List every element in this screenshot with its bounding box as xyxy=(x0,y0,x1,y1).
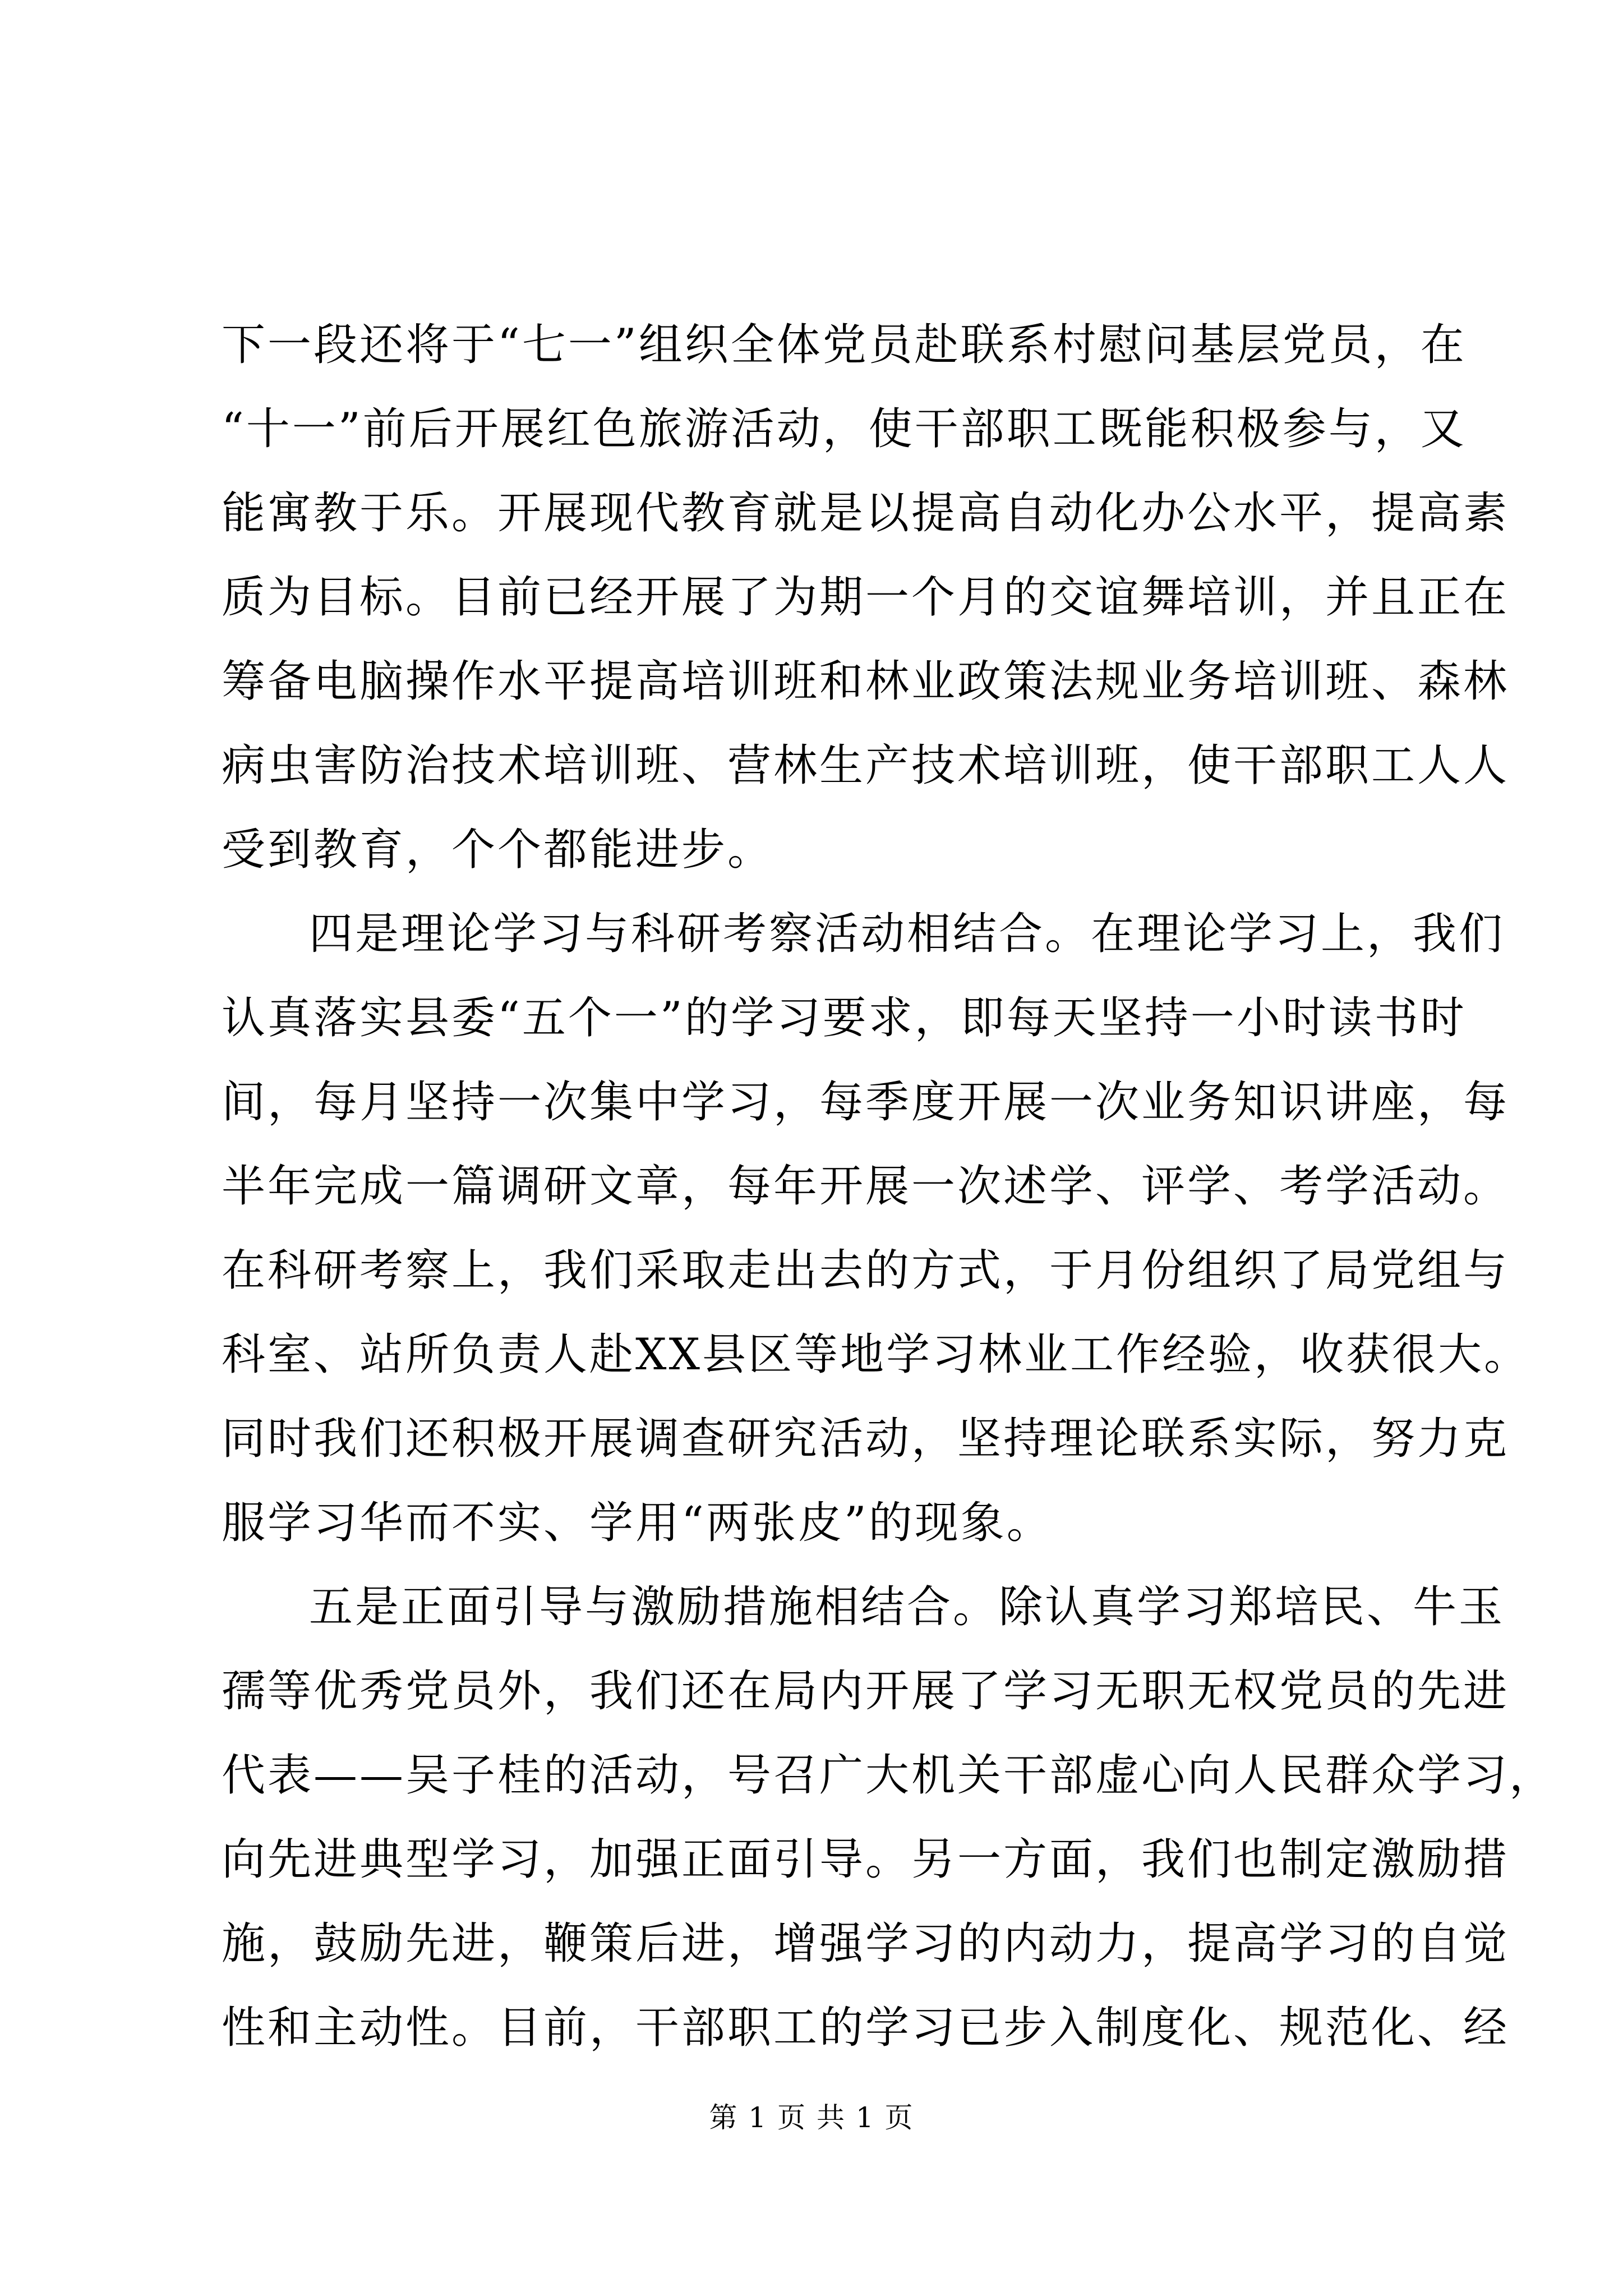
text-line: 科室、站所负责人赴XX县区等地学习林业工作经验，收获很大。 xyxy=(222,1329,1530,1380)
text-line: 向先进典型学习，加强正面引导。另一方面，我们也制定激励措 xyxy=(222,1834,1510,1885)
text-line: 认真落实县委“五个一”的学习要求，即每天坚持一小时读书时 xyxy=(222,993,1467,1043)
text-line: 质为目标。目前已经开展了为期一个月的交谊舞培训，并且正在 xyxy=(222,572,1510,623)
text-line: “十一”前后开展红色旅游活动，使干部职工既能积极参与，又 xyxy=(222,404,1467,454)
document-body xyxy=(222,303,1556,2070)
page-footer: 第 1 页 共 1 页 xyxy=(709,2101,914,2134)
paragraph-1 xyxy=(222,303,1510,892)
paragraph-2 xyxy=(222,892,1530,1565)
text-line: 下一段还将于“七一”组织全体党员赴联系村慰问基层党员，在 xyxy=(222,320,1467,370)
text-line: 服学习华而不实、学用“两张皮”的现象。 xyxy=(222,1498,1053,1548)
text-line: 性和主动性。目前，干部职工的学习已步入制度化、规范化、经 xyxy=(222,2003,1510,2053)
text-line: 四是理论学习与科研考察活动相结合。在理论学习上，我们 xyxy=(309,909,1505,959)
paragraph-3 xyxy=(222,1565,1556,2070)
text-line: 病虫害防治技术培训班、营林生产技术培训班，使干部职工人人 xyxy=(222,740,1510,791)
text-line: 孺等优秀党员外，我们还在局内开展了学习无职无权党员的先进 xyxy=(222,1666,1510,1717)
text-line: 代表——吴子桂的活动，号召广大机关干部虚心向人民群众学习， xyxy=(222,1750,1556,1801)
text-line: 在科研考察上，我们采取走出去的方式，于月份组织了局党组与 xyxy=(222,1245,1510,1296)
text-line: 施，鼓励先进，鞭策后进，增强学习的内动力，提高学习的自觉 xyxy=(222,1918,1510,1969)
text-line: 受到教育，个个都能进步。 xyxy=(222,825,774,875)
text-line: 间，每月坚持一次集中学习，每季度开展一次业务知识讲座，每 xyxy=(222,1077,1510,1128)
text-line: 能寓教于乐。开展现代教育就是以提高自动化办公水平，提高素 xyxy=(222,488,1510,539)
text-line: 同时我们还积极开展调查研究活动，坚持理论联系实际，努力克 xyxy=(222,1414,1510,1464)
text-line: 半年完成一篇调研文章，每年开展一次述学、评学、考学活动。 xyxy=(222,1161,1510,1212)
text-line: 筹备电脑操作水平提高培训班和林业政策法规业务培训班、森林 xyxy=(222,656,1510,707)
text-line: 五是正面引导与激励措施相结合。除认真学习郑培民、牛玉 xyxy=(309,1582,1505,1632)
